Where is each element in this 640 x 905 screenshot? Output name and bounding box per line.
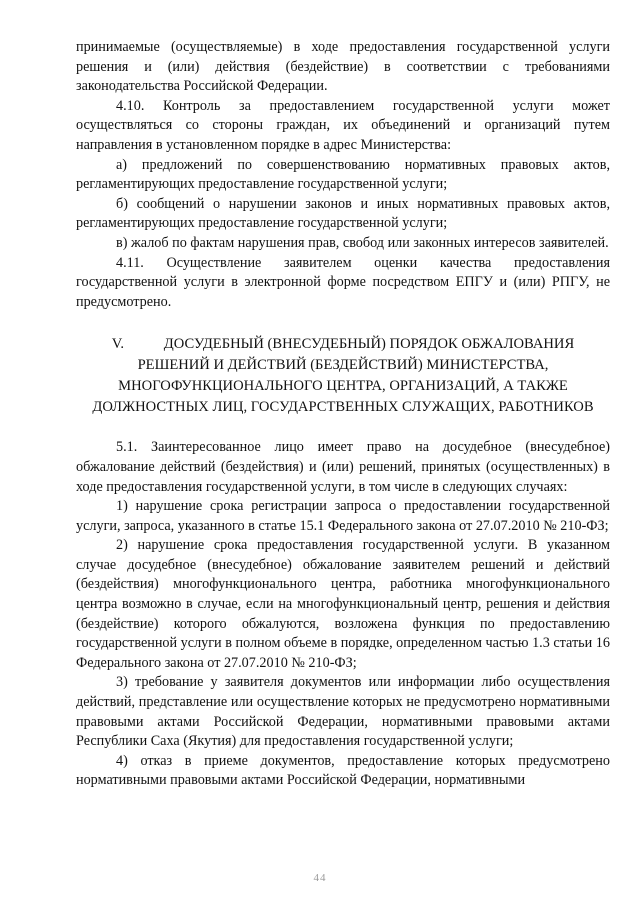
section-heading [76,334,610,418]
paragraph-4-10: 4.10. Контроль за предоставлением государственной услуги может осуществляться со стороны граждан, их объединений и организаций путем направления в установленном порядке в адрес Министерства: [76,97,610,153]
paragraph-continuation: принимаемые (осуществляемые) в ходе предоставления государственной услуги решения и (или) действия (бездействие) в соответствии с требованиями законодательства Российской Федерации. [76,39,610,95]
list-item-3: 3) требование у заявителя документов или информации либо осуществления действий, представление или осуществление которых не предусмотрено нормативными правовыми актами Российской Федерации, нормативными правовыми актами Республики Саха (Якутия) для предоставления государственной услуги; [76,674,610,750]
paragraph-4-11: 4.11. Осуществление заявителем оценки качества предоставления государственной услуги в электронной форме посредством ЕПГУ и (или) РПГУ, не предусмотрено. [76,254,610,310]
list-item-a: а) предложений по совершенствованию нормативных правовых актов, регламентирующих предоставление государственной услуги; [76,156,610,193]
list-item-v: в) жалоб по фактам нарушения прав, свобод или законных интересов заявителей. [116,234,609,251]
section-title: ДОСУДЕБНЫЙ (ВНЕСУДЕБНЫЙ) ПОРЯДОК ОБЖАЛОВАНИЯ РЕШЕНИЙ И ДЕЙСТВИЙ (БЕЗДЕЙСТВИЙ) МИНИСТЕРСТВА, МНОГОФУНКЦИОНАЛЬНОГО ЦЕНТРА, ОРГАНИЗАЦИЙ, А ТАКЖЕ ДОЛЖНОСТНЫХ ЛИЦ, ГОСУДАРСТВЕННЫХ СЛУЖАЩИХ, РАБОТНИКОВ [92,336,594,416]
page-number: 44 [313,872,327,884]
list-item-1: 1) нарушение срока регистрации запроса о предоставлении государственной услуги, запроса, указанного в статье 15.1 Федерального закона от 27.07.2010 № 210-ФЗ; [76,498,610,534]
document-page [76,38,610,791]
paragraph-5-1: 5.1. Заинтересованное лицо имеет право на досудебное (внесудебное) обжалование действий (бездействия) и (или) решений, принятых (осуществленных) в ходе предоставления государственной услуги, в том числе в следующих случаях: [76,439,610,495]
list-item-2: 2) нарушение срока предоставления государственной услуги. В указанном случае досудебное (внесудебное) обжалование заявителем решений и действий (бездействия) многофункционального центра, работника многофункционального центра возможно в случае, если на многофункциональный центр, решения и действия (бездействие) которого обжалуются, возложена функция по предоставлению государственной услуги в полном объеме в порядке, определенном частью 1.3 статьи 16 Федерального закона от 27.07.2010 № 210-ФЗ; [76,537,610,671]
list-item-4: 4) отказ в приеме документов, предоставление которых предусмотрено нормативными правовыми актами Российской Федерации, нормативными [76,752,610,789]
section-number: V. [111,336,125,353]
list-item-b: б) сообщений о нарушении законов и иных нормативных правовых актов, регламентирующих предоставление государственной услуги; [76,195,610,232]
